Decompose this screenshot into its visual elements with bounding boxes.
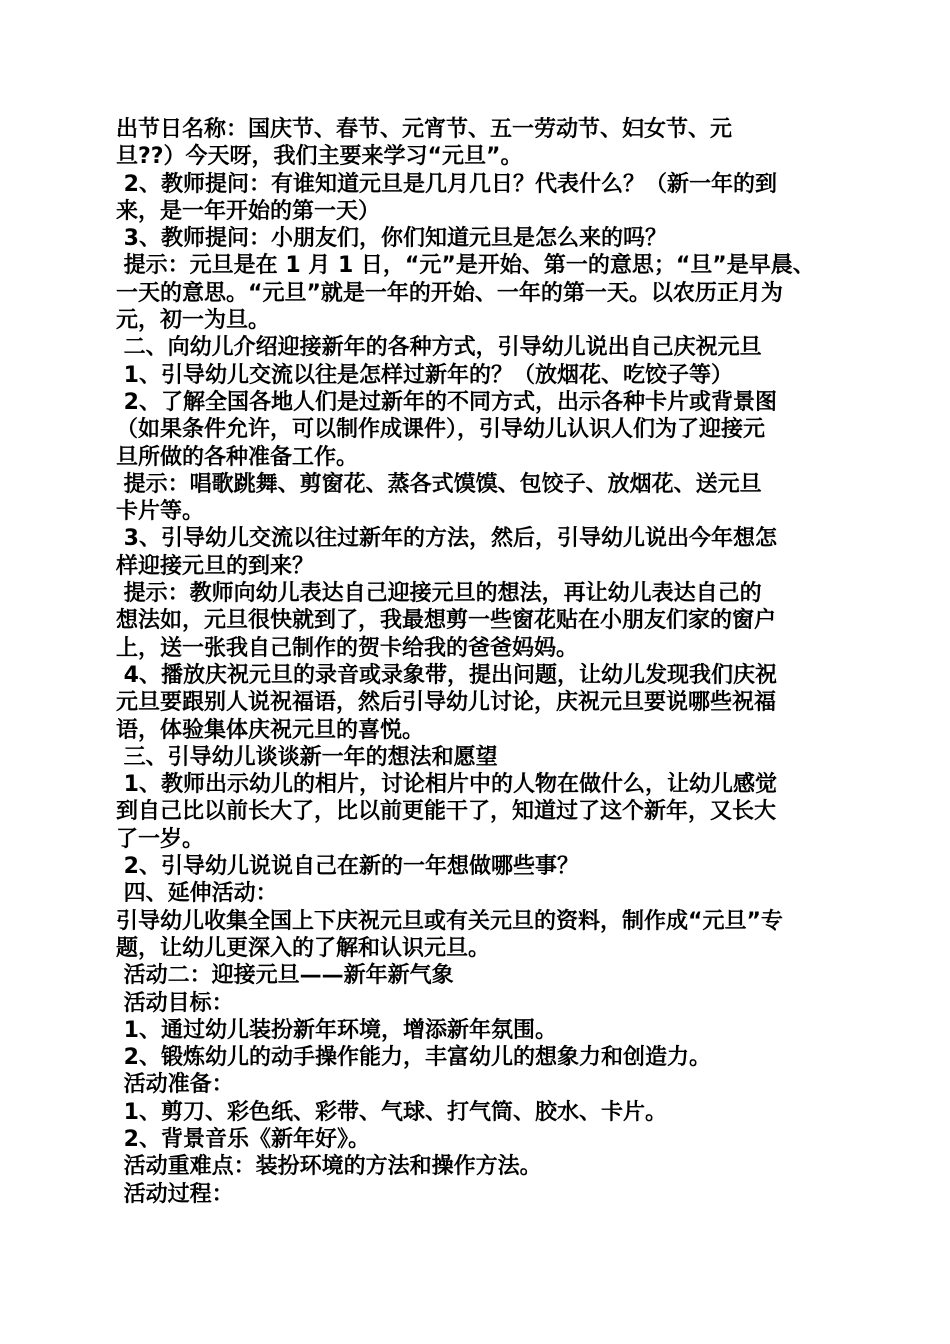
text-line: 二、向幼儿介绍迎接新年的各种方式，引导幼儿说出自己庆祝元旦	[116, 335, 762, 361]
text-line: 引导幼儿收集全国上下庆祝元旦或有关元旦的资料，制作成“元旦”专	[116, 908, 783, 934]
text-line: 提示：唱歌跳舞、剪窗花、蒸各式馍馍、包饺子、放烟花、送元旦	[116, 471, 762, 497]
text-line: 1、教师出示幼儿的相片，讨论相片中的人物在做什么，让幼儿感觉	[116, 772, 777, 798]
text-line: 2、锻炼幼儿的动手操作能力，丰富幼儿的想象力和创造力。	[116, 1045, 711, 1071]
text-line: 旦??）今天呀，我们主要来学习“元旦”。	[116, 144, 523, 170]
text-line: 2、引导幼儿说说自己在新的一年想做哪些事？	[116, 854, 579, 880]
text-line: 样迎接元旦的到来？	[116, 553, 315, 579]
text-line: 来，是一年开始的第一天）	[116, 198, 381, 224]
text-line: 3、教师提问：小朋友们，你们知道元旦是怎么来的吗？	[116, 226, 667, 252]
text-line: 1、通过幼儿装扮新年环境，增添新年氛围。	[116, 1017, 557, 1043]
text-line: 4、播放庆祝元旦的录音或录象带，提出问题，让幼儿发现我们庆祝	[116, 662, 777, 688]
text-line: （如果条件允许，可以制作成课件），引导幼儿认识人们为了迎接元	[116, 417, 766, 443]
text-line: 题，让幼儿更深入的了解和认识元旦。	[116, 935, 491, 961]
text-line: 卡片等。	[116, 499, 205, 525]
text-line: 提示：元旦是在 1 月 1 日，“元”是开始、第一的意思；“旦”是早晨、	[116, 253, 815, 279]
text-line: 3、引导幼儿交流以往过新年的方法，然后，引导幼儿说出今年想怎	[116, 526, 777, 552]
document-body	[116, 116, 838, 1208]
text-line: 语，体验集体庆祝元旦的喜悦。	[116, 717, 425, 743]
text-line: 活动二：迎接元旦——新年新气象	[116, 963, 454, 989]
text-line: 想法如，元旦很快就到了，我最想剪一些窗花贴在小朋友们家的窗户	[116, 608, 777, 634]
text-line: 活动准备：	[116, 1072, 234, 1098]
text-line: 旦所做的各种准备工作。	[116, 444, 359, 470]
text-line: 2、背景音乐《新年好》。	[116, 1126, 370, 1152]
text-line: 1、引导幼儿交流以往是怎样过新年的？（放烟花、吃饺子等）	[116, 362, 733, 388]
text-line: 出节日名称：国庆节、春节、元宵节、五一劳动节、妇女节、元	[116, 117, 733, 142]
text-line: 到自己比以前长大了，比以前更能干了，知道过了这个新年，又长大	[116, 799, 777, 825]
text-line: 提示：教师向幼儿表达自己迎接元旦的想法，再让幼儿表达自己的	[116, 581, 762, 607]
text-line: 元，初一为旦。	[116, 308, 271, 334]
text-line: 1、剪刀、彩色纸、彩带、气球、打气筒、胶水、卡片。	[116, 1099, 667, 1125]
text-line: 三、引导幼儿谈谈新一年的想法和愿望	[116, 744, 498, 770]
text-line: 活动过程：	[116, 1181, 234, 1207]
text-line: 活动重难点：装扮环境的方法和操作方法。	[116, 1154, 542, 1180]
text-line: 了一岁。	[116, 826, 205, 852]
text-line: 2、了解全国各地人们是过新年的不同方式，出示各种卡片或背景图	[116, 389, 777, 415]
text-line: 活动目标：	[116, 990, 234, 1016]
text-line: 一天的意思。“元旦”就是一年的开始、一年的第一天。以农历正月为	[116, 280, 783, 306]
text-line: 元旦要跟别人说祝福语，然后引导幼儿讨论，庆祝元旦要说哪些祝福	[116, 690, 777, 716]
text-line: 2、教师提问：有谁知道元旦是几月几日？代表什么？（新一年的到	[116, 171, 777, 197]
text-line: 上，送一张我自己制作的贺卡给我的爸爸妈妈。	[116, 635, 579, 661]
text-line: 四、延伸活动：	[116, 881, 278, 907]
